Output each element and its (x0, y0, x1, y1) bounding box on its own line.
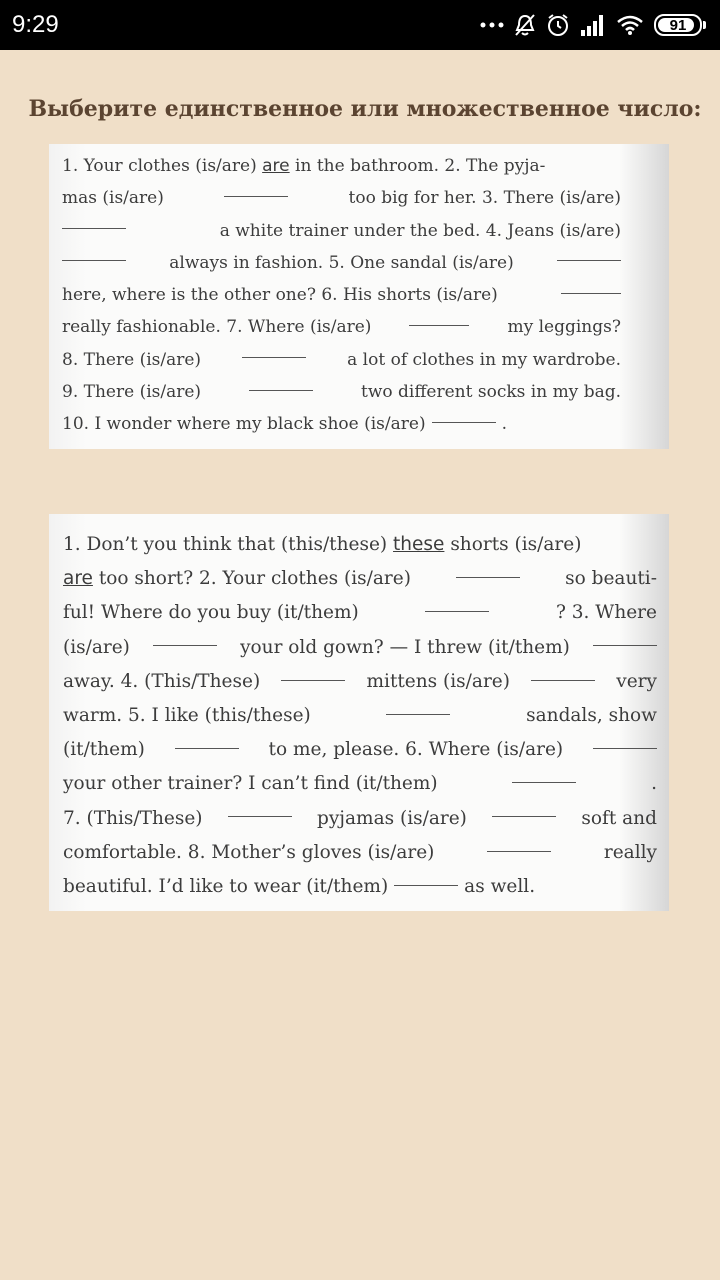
alarm-icon (546, 13, 570, 37)
exercise-1-image (49, 144, 669, 449)
battery-level: 91 (669, 16, 687, 34)
ex2-line-11: beautiful. I’d like to wear (it/them) as well. (63, 870, 657, 904)
more-dots-icon (480, 21, 504, 29)
ex2-line-1: 1. Don’t you think that (this/these) these shorts (is/are) (63, 534, 582, 555)
ex2-line-8: your other trainer? I can’t find (it/them) . (63, 767, 657, 801)
ex1-line-7: 8. There (is/are) a lot of clothes in my wardrobe. (62, 344, 621, 376)
ex2-line-10: comfortable. 8. Mother’s gloves (is/are) really (63, 836, 657, 870)
battery-icon (654, 14, 702, 36)
signal-icon (580, 14, 606, 36)
ex2-line-9: 7. (This/These) pyjamas (is/are) soft and (63, 802, 657, 836)
ex2-line-3: ful! Where do you buy (it/them) ? 3. Where (63, 596, 657, 630)
ex1-line-9: 10. I wonder where my black shoe (is/are) . (62, 408, 621, 440)
page-title: Выберите единственное или множественное число: (28, 96, 702, 122)
ex1-line-5: here, where is the other one? 6. His shorts (is/are) (62, 279, 621, 311)
ex1-line-6: really fashionable. 7. Where (is/are) my leggings? (62, 311, 621, 343)
handwritten-answer: these (393, 534, 445, 555)
exercise-2-image (49, 514, 669, 911)
ex1-line-1: 1. Your clothes (is/are) are in the bathroom. 2. The pyja- (62, 156, 546, 176)
wifi-icon (616, 14, 644, 36)
battery-tip (703, 21, 706, 29)
ex2-line-7: (it/them) to me, please. 6. Where (is/are) (63, 733, 657, 767)
ex1-line-8: 9. There (is/are) two different socks in my bag. (62, 376, 621, 408)
ex1-line-3: a white trainer under the bed. 4. Jeans (is/are) (62, 215, 621, 247)
ex2-line-2: are too short? 2. Your clothes (is/are) so beauti- (63, 562, 657, 596)
ex2-line-6: warm. 5. I like (this/these) sandals, show (63, 699, 657, 733)
handwritten-answer: are (63, 568, 93, 590)
ex1-line-4: always in fashion. 5. One sandal (is/are) (62, 247, 621, 279)
ex2-line-4: (is/are) your old gown? — I threw (it/them) (63, 631, 657, 665)
mute-bell-icon (514, 13, 536, 37)
ex1-line-2: mas (is/are) too big for her. 3. There (is/are) (62, 182, 621, 214)
handwritten-answer: are (262, 156, 290, 176)
status-icons (480, 12, 706, 38)
status-time: 9:29 (12, 11, 59, 38)
status-bar (0, 0, 720, 50)
ex2-line-5: away. 4. (This/These) mittens (is/are) very (63, 665, 657, 699)
